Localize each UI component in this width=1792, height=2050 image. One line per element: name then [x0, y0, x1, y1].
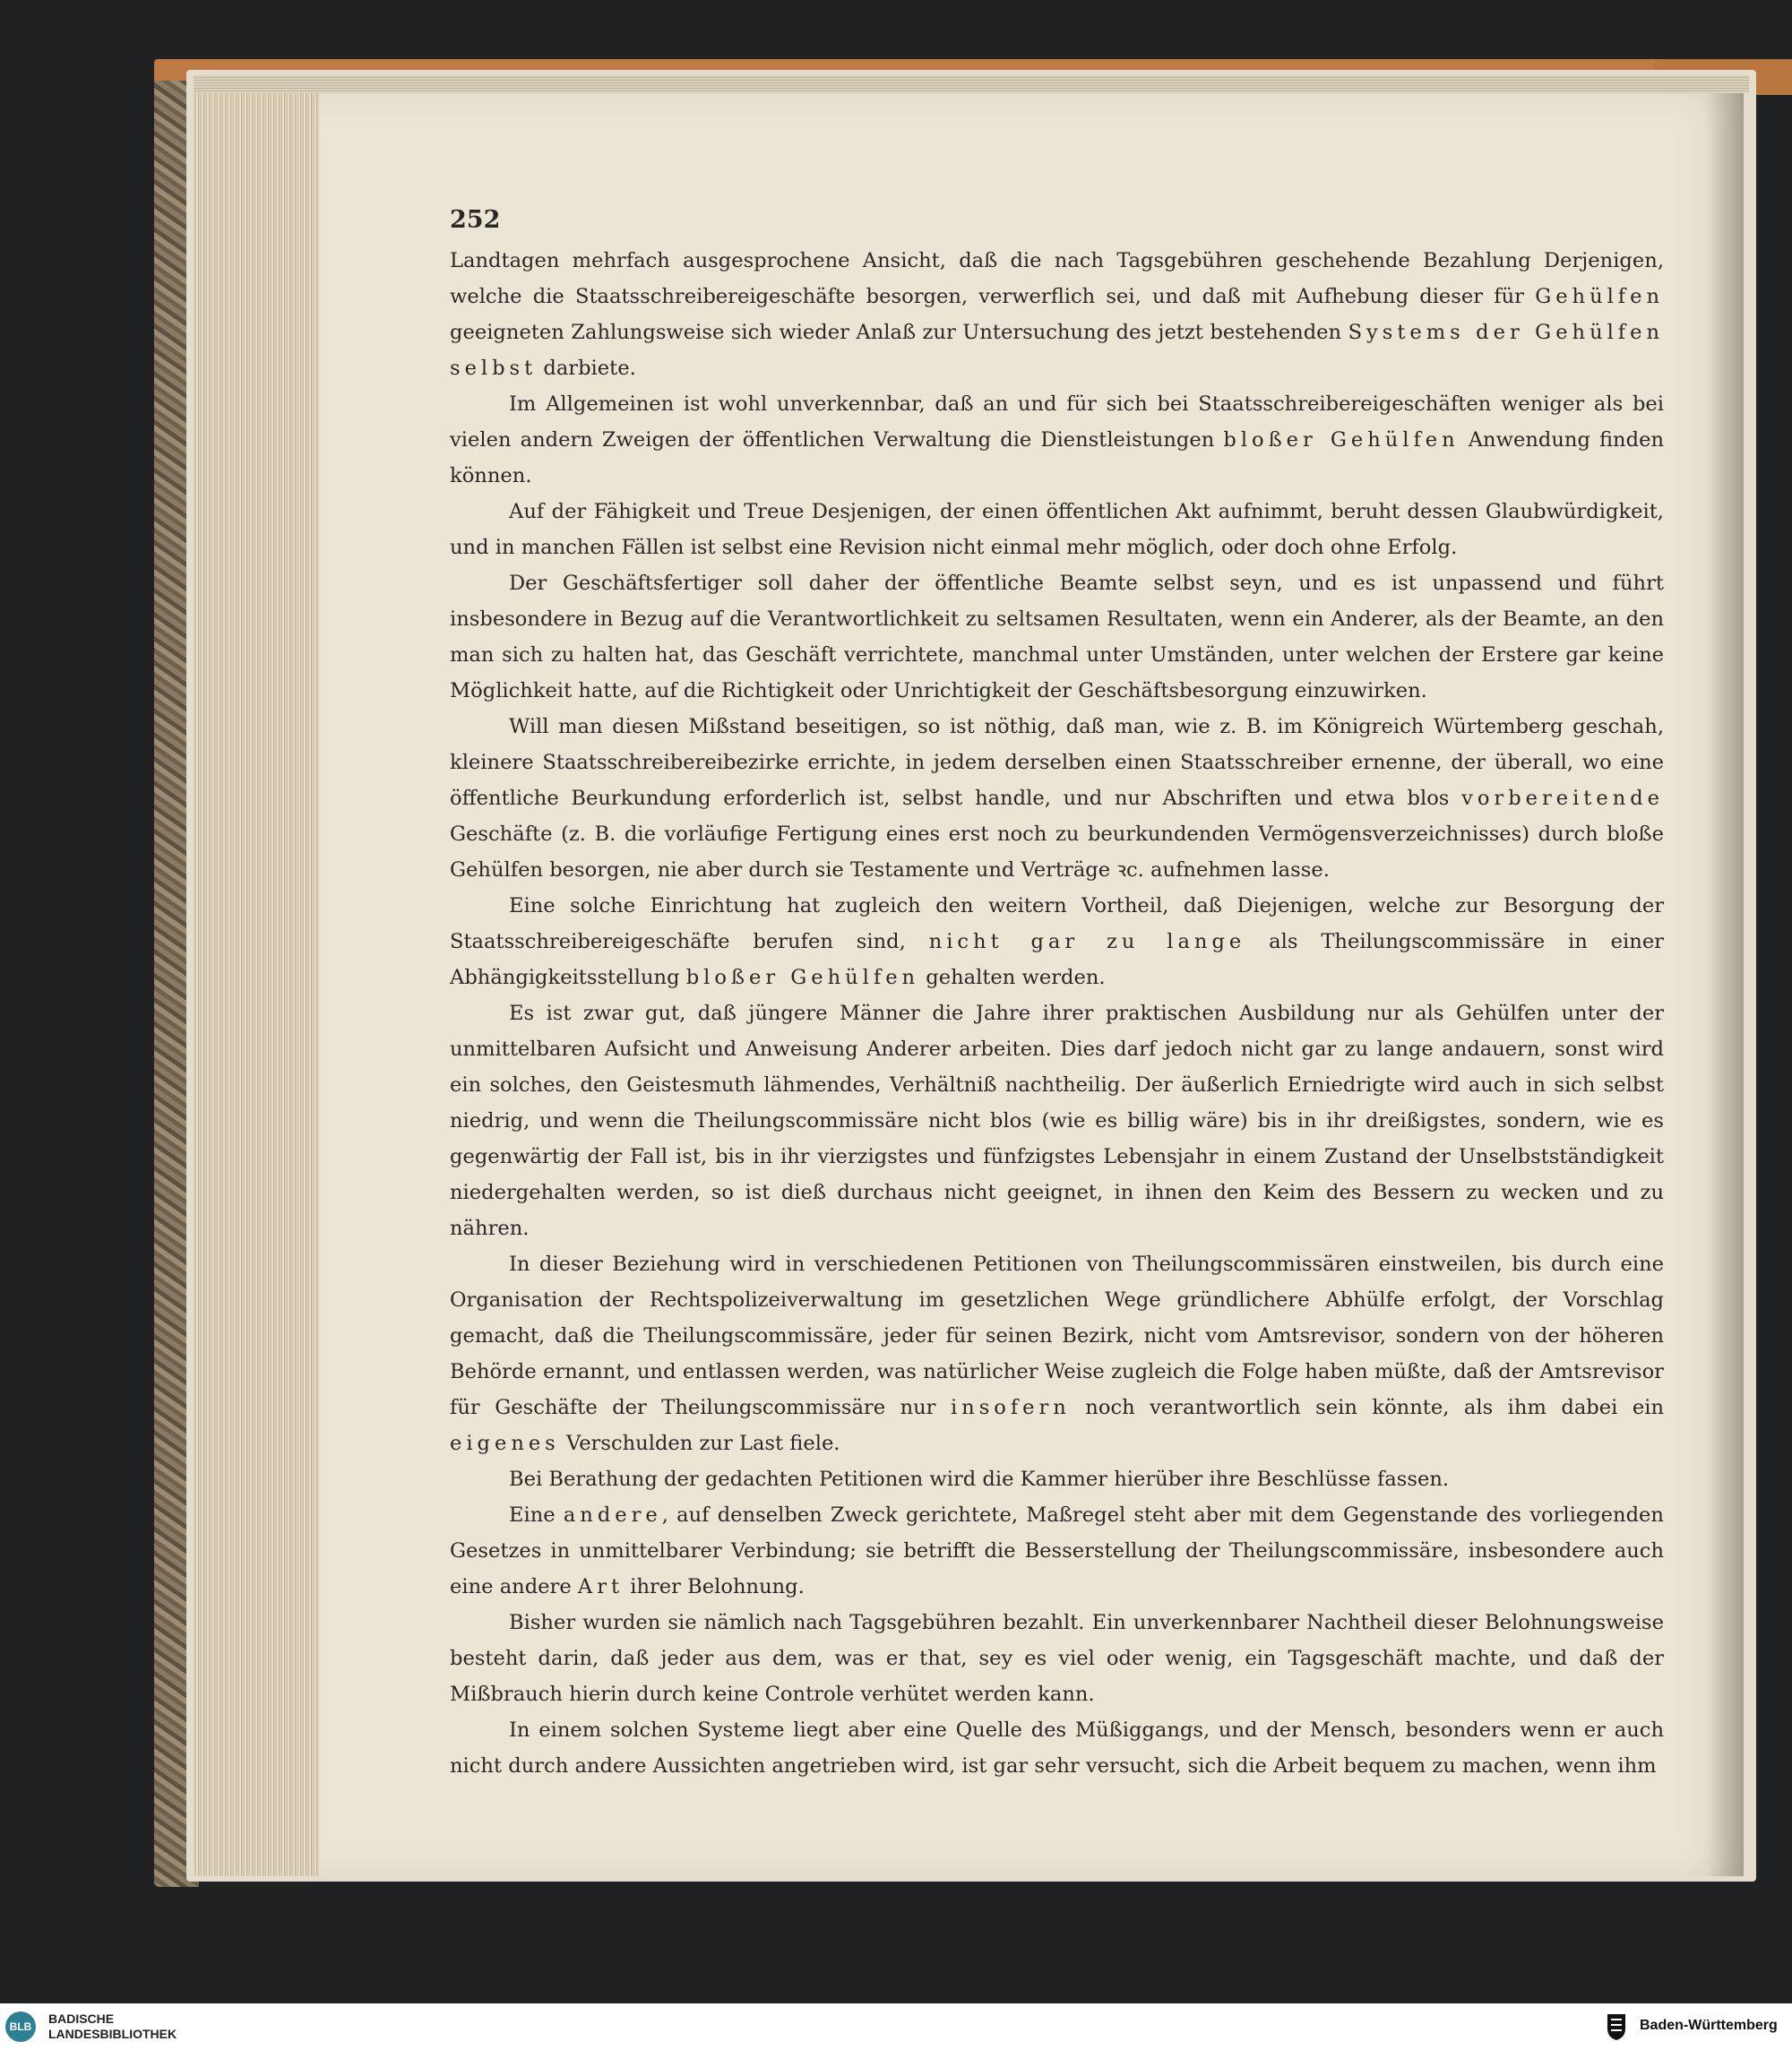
paragraph-text: In dieser Beziehung wird in verschiedenen Petitionen von Theilungscommissären einstweilen, bis durch eine Organisation der Rechtspolizeiverwaltung im gesetzlichen Wege gründlichere Abhülfe erfolgt, der Vorschlag gemacht, daß die Theilungscommissäre, jeder für seinen Bezirk, nicht vom Amtsrevisor, sondern von der höheren Behörde ernannt, und entlassen werden, was natürlicher Weise zugleich die Folge haben müßte, daß der Amtsrevisor für Geschäfte der Theilungscommissäre nur — [450, 1253, 1664, 1419]
paragraph — [450, 1497, 1664, 1605]
paragraph-text: darbiete. — [537, 357, 636, 380]
paragraph — [450, 888, 1664, 995]
paragraph-text: Bei Berathung der gedachten Petitionen wird die Kammer hierüber ihre Beschlüsse fassen. — [509, 1468, 1450, 1491]
paragraph-text: Eine — [509, 1503, 564, 1527]
book-page — [319, 93, 1744, 1876]
paragraph-text: Bisher wurden sie nämlich nach Tagsgebühren bezahlt. Ein unverkennbarer Nachtheil dieser Belohnungsweise besteht darin, daß jeder aus dem, was er that, sey es viel oder wenig, ein Tagsgeschäft machte, und daß der Mißbrauch hierin durch keine Controle verhütet werden kann. — [450, 1611, 1664, 1706]
paragraph-text: Landtagen mehrfach ausgesprochene Ansicht, daß die nach Tagsgebühren geschehende Bezahlung Derjenigen, welche die Staatsschreibereigeschäfte besorgen, verwerflich sei, und daß mit Aufhebung dieser für — [450, 249, 1664, 308]
page-gutter-shadow — [1706, 93, 1744, 1876]
paragraph-text: Will man diesen Mißstand beseitigen, so ist nöthig, daß man, wie z. B. im Königreich Würtemberg geschah, kleinere Staatsschreibereibezirke errichte, in jedem derselben einen Staatsschreiber ernenne, der überall, wo eine öffentliche Beurkundung erforderlich ist, selbst handle, und nur Abschriften und etwa blos — [450, 715, 1664, 810]
paragraph — [450, 494, 1664, 565]
paragraph-text: Der Geschäftsfertiger soll daher der öffentliche Beamte selbst seyn, und es ist unpassend und führt insbesondere in Bezug auf die Verantwortlichkeit zu seltsamen Resultaten, wenn ein Anderer, als der Beamte, an den man sich zu halten hat, das Geschäft verrichtete, manchmal unter Umständen, unter welchen der Erstere gar keine Möglichkeit hatte, auf die Richtigkeit oder Unrichtigkeit der Geschäftsbesorgung einzuwirken. — [450, 572, 1664, 702]
baden-wuerttemberg-name[interactable]: Baden-Württemberg — [1640, 2018, 1778, 2033]
spaced-emphasis-text: Gehülfen — [1535, 285, 1664, 308]
paragraph-text: In einem solchen Systeme liegt aber eine Quelle des Müßiggangs, und der Mensch, besonders wenn er auch nicht durch andere Aussichten angetrieben wird, ist gar sehr versucht, sich die Arbeit bequem zu machen, wenn ihm — [450, 1718, 1664, 1778]
blb-name-line2: LANDESBIBLIOTHEK — [48, 2027, 177, 2041]
blb-logo[interactable]: BLB — [5, 2011, 36, 2042]
spaced-emphasis-text: bloßer Gehülfen — [685, 966, 920, 989]
paragraph-text: noch verantwortlich sein könnte, als ihm dabei ein — [1070, 1396, 1664, 1419]
paragraph — [450, 1246, 1664, 1461]
paragraph — [450, 709, 1664, 888]
spaced-emphasis-text: insofern — [950, 1396, 1071, 1419]
paragraph-text: ihrer Belohnung. — [624, 1575, 805, 1598]
paragraph-text: Geschäfte (z. B. die vorläufige Fertigung eines erst noch zu beurkundenden Vermögensverzeichnisses) durch bloße Gehülfen besorgen, nie aber durch sie Testamente und Verträge ꝛc. aufnehmen lasse. — [450, 823, 1664, 882]
blb-name-line1: BADISCHE — [48, 2011, 115, 2026]
paragraph — [450, 565, 1664, 709]
page-edges-top — [194, 75, 1749, 93]
spaced-emphasis-text: nicht gar zu lange — [928, 930, 1246, 953]
paragraph-text: Eine solche Einrichtung hat zugleich den weitern Vortheil, daß Diejenigen, welche zur Besorgung der Staatsschreibereigeschäfte berufen sind, — [450, 894, 1664, 953]
spaced-emphasis-text: Art — [577, 1575, 625, 1598]
paragraph-text: geeigneten Zahlungsweise sich wieder Anlaß zur Untersuchung des jetzt bestehenden — [450, 321, 1348, 344]
paragraph-text: Es ist zwar gut, daß jüngere Männer die Jahre ihrer praktischen Ausbildung nur als Gehülfen unter der unmittelbaren Aufsicht und Anweisung Anderer arbeiten. Dies darf jedoch nicht gar zu lange andauern, sonst wird ein solches, den Geistesmuth lähmendes, Verhältniß nachtheilig. Der äußerlich Erniedrigte wird auch in sich selbst niedrig, und wenn die Theilungscommissäre nicht blos (wie es billig wäre) bis in ihr dreißigstes, sondern, wie es gegenwärtig der Fall ist, bis in ihr vierzigstes und fünfzigstes Lebensjahr in einem Zustand der Unselbstständigkeit niedergehalten werden, so ist dieß durchaus nicht geeignet, in ihnen den Keim des Bessern zu wecken und zu nähren. — [450, 1002, 1664, 1240]
paragraph — [450, 243, 1664, 386]
paragraph-text: Anwendung finden können. — [450, 428, 1664, 487]
paragraph-text: Auf der Fähigkeit und Treue Desjenigen, der einen öffentlichen Akt aufnimmt, beruht dessen Glaubwürdigkeit, und in manchen Fällen ist selbst eine Revision nicht einmal mehr möglich, oder doch ohne Erfolg. — [450, 500, 1664, 559]
paragraph-text: , auf denselben Zweck gerichtete, Maßregel steht aber mit dem Gegenstande des vorliegenden Gesetzes in unmittelbarer Verbindung; sie betrifft die Besserstellung der Theilungscommissäre, insbesondere auch eine andere — [450, 1503, 1664, 1598]
paragraph-text: als Theilungscommissäre in einer Abhängigkeitsstellung — [450, 930, 1664, 989]
baden-wuerttemberg-emblem-icon[interactable] — [1606, 2012, 1627, 2041]
paragraph — [450, 1605, 1664, 1712]
paragraph-text: Im Allgemeinen ist wohl unverkennbar, daß an und für sich bei Staatsschreibereigeschäften weniger als bei vielen andern Zweigen der öffentlichen Verwaltung die Dienstleistungen — [450, 392, 1664, 452]
paragraph-text: gehalten werden. — [919, 966, 1106, 989]
paragraph-text: Verschulden zur Last fiele. — [559, 1432, 840, 1455]
spaced-emphasis-text: andere — [563, 1503, 662, 1527]
paragraph — [450, 995, 1664, 1246]
paragraph — [450, 1712, 1664, 1784]
paragraph — [450, 386, 1664, 494]
spaced-emphasis-text: bloßer Gehülfen — [1223, 428, 1460, 452]
page-text — [450, 205, 1664, 1784]
page-edges — [194, 86, 319, 1876]
page-number: 252 — [450, 206, 501, 234]
spaced-emphasis-text: vorbereitende — [1461, 787, 1664, 810]
footer-bar — [0, 2003, 1792, 2050]
spaced-emphasis-text: Systems der Gehülfen selbst — [450, 321, 1664, 380]
spaced-emphasis-text: eigenes — [450, 1432, 560, 1455]
paragraph — [450, 1461, 1664, 1497]
paragraphs — [450, 243, 1664, 1784]
blb-name[interactable] — [48, 2011, 177, 2042]
